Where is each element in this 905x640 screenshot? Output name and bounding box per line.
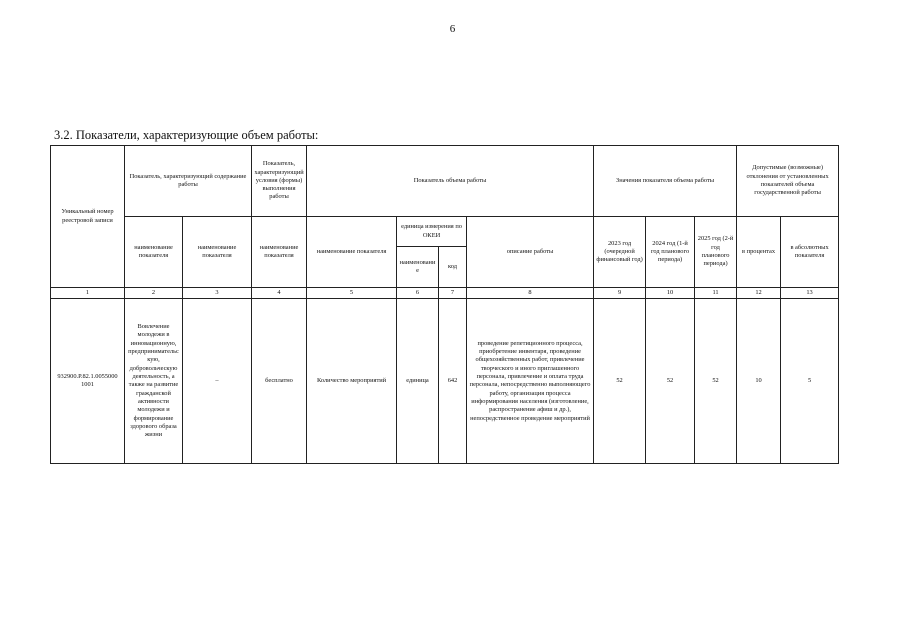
header-unit-name: наименование — [397, 247, 439, 288]
header-row-2 — [51, 217, 839, 247]
header-registry-number: Уникальный номер реестровой записи — [51, 146, 125, 288]
header-in-percent: в процентах — [737, 217, 781, 288]
cell-volume-name: Количество мероприятий — [307, 299, 397, 464]
column-number: 2 — [125, 288, 183, 299]
header-in-absolute: в абсолютных показателя — [781, 217, 839, 288]
header-volume-group: Показатель объема работы — [307, 146, 594, 217]
header-conditions-name: наименование показателя — [252, 217, 307, 288]
cell-content-2: – — [183, 299, 252, 464]
column-number: 6 — [397, 288, 439, 299]
section-title: 3.2. Показатели, характеризующие объем работы: — [54, 128, 319, 142]
column-number: 7 — [439, 288, 467, 299]
column-number-row — [51, 288, 839, 299]
cell-value-2024: 52 — [646, 299, 695, 464]
header-values-group: Значения показателя объема работы — [594, 146, 737, 217]
column-number: 12 — [737, 288, 781, 299]
column-number: 11 — [695, 288, 737, 299]
column-number: 13 — [781, 288, 839, 299]
header-unit-group: единица измерения по ОКЕИ — [397, 217, 467, 247]
header-year-2023: 2023 год (очередной финансовый год) — [594, 217, 646, 288]
cell-deviation-percent: 10 — [737, 299, 781, 464]
header-unit-code: код — [439, 247, 467, 288]
cell-work-description: проведение репетиционного процесса, приобретение инвентаря, проведение общехозяйственных работ, привлечение творческого и иного приглашенного персонала, привлечение и оплата труда персонала, непосредственно выполняющего работу, организация процесса информирования населения (изготовление, распространение афиш и др.), непосредственное проведение мероприятий — [467, 299, 594, 464]
header-content-name-2: наименование показателя — [183, 217, 252, 288]
header-year-2025: 2025 год (2-й год планового периода) — [695, 217, 737, 288]
cell-unit-code: 642 — [439, 299, 467, 464]
table-row — [51, 299, 839, 464]
header-work-description: описание работы — [467, 217, 594, 288]
column-number: 5 — [307, 288, 397, 299]
column-number: 8 — [467, 288, 594, 299]
column-number: 4 — [252, 288, 307, 299]
cell-value-2025: 52 — [695, 299, 737, 464]
column-number: 3 — [183, 288, 252, 299]
work-volume-table — [50, 145, 839, 464]
cell-unit-name: единица — [397, 299, 439, 464]
column-number: 1 — [51, 288, 125, 299]
header-content-name-1: наименование показателя — [125, 217, 183, 288]
header-content-group: Показатель, характеризующий содержание работы — [125, 146, 252, 217]
header-volume-name: наименование показателя — [307, 217, 397, 288]
column-number: 9 — [594, 288, 646, 299]
column-number: 10 — [646, 288, 695, 299]
header-row-1 — [51, 146, 839, 217]
header-conditions-group: Показатель, характеризующий условия (формы) выполнения работы — [252, 146, 307, 217]
header-year-2024: 2024 год (1-й год планового периода) — [646, 217, 695, 288]
cell-value-2023: 52 — [594, 299, 646, 464]
cell-content-1: Вовлечение молодежи в инновационную, предпринимательскую, добровольческую деятельность, а также на развитие гражданской активности молодежи и формирование здорового образа жизни — [125, 299, 183, 464]
cell-condition: бесплатно — [252, 299, 307, 464]
cell-deviation-absolute: 5 — [781, 299, 839, 464]
header-deviation-group: Допустимые (возможные) отклонения от установленных показателей объема государственной работы — [737, 146, 839, 217]
cell-registry-number: 932900.Р.82.1.0055000 1001 — [51, 299, 125, 464]
page-number: 6 — [449, 23, 456, 35]
